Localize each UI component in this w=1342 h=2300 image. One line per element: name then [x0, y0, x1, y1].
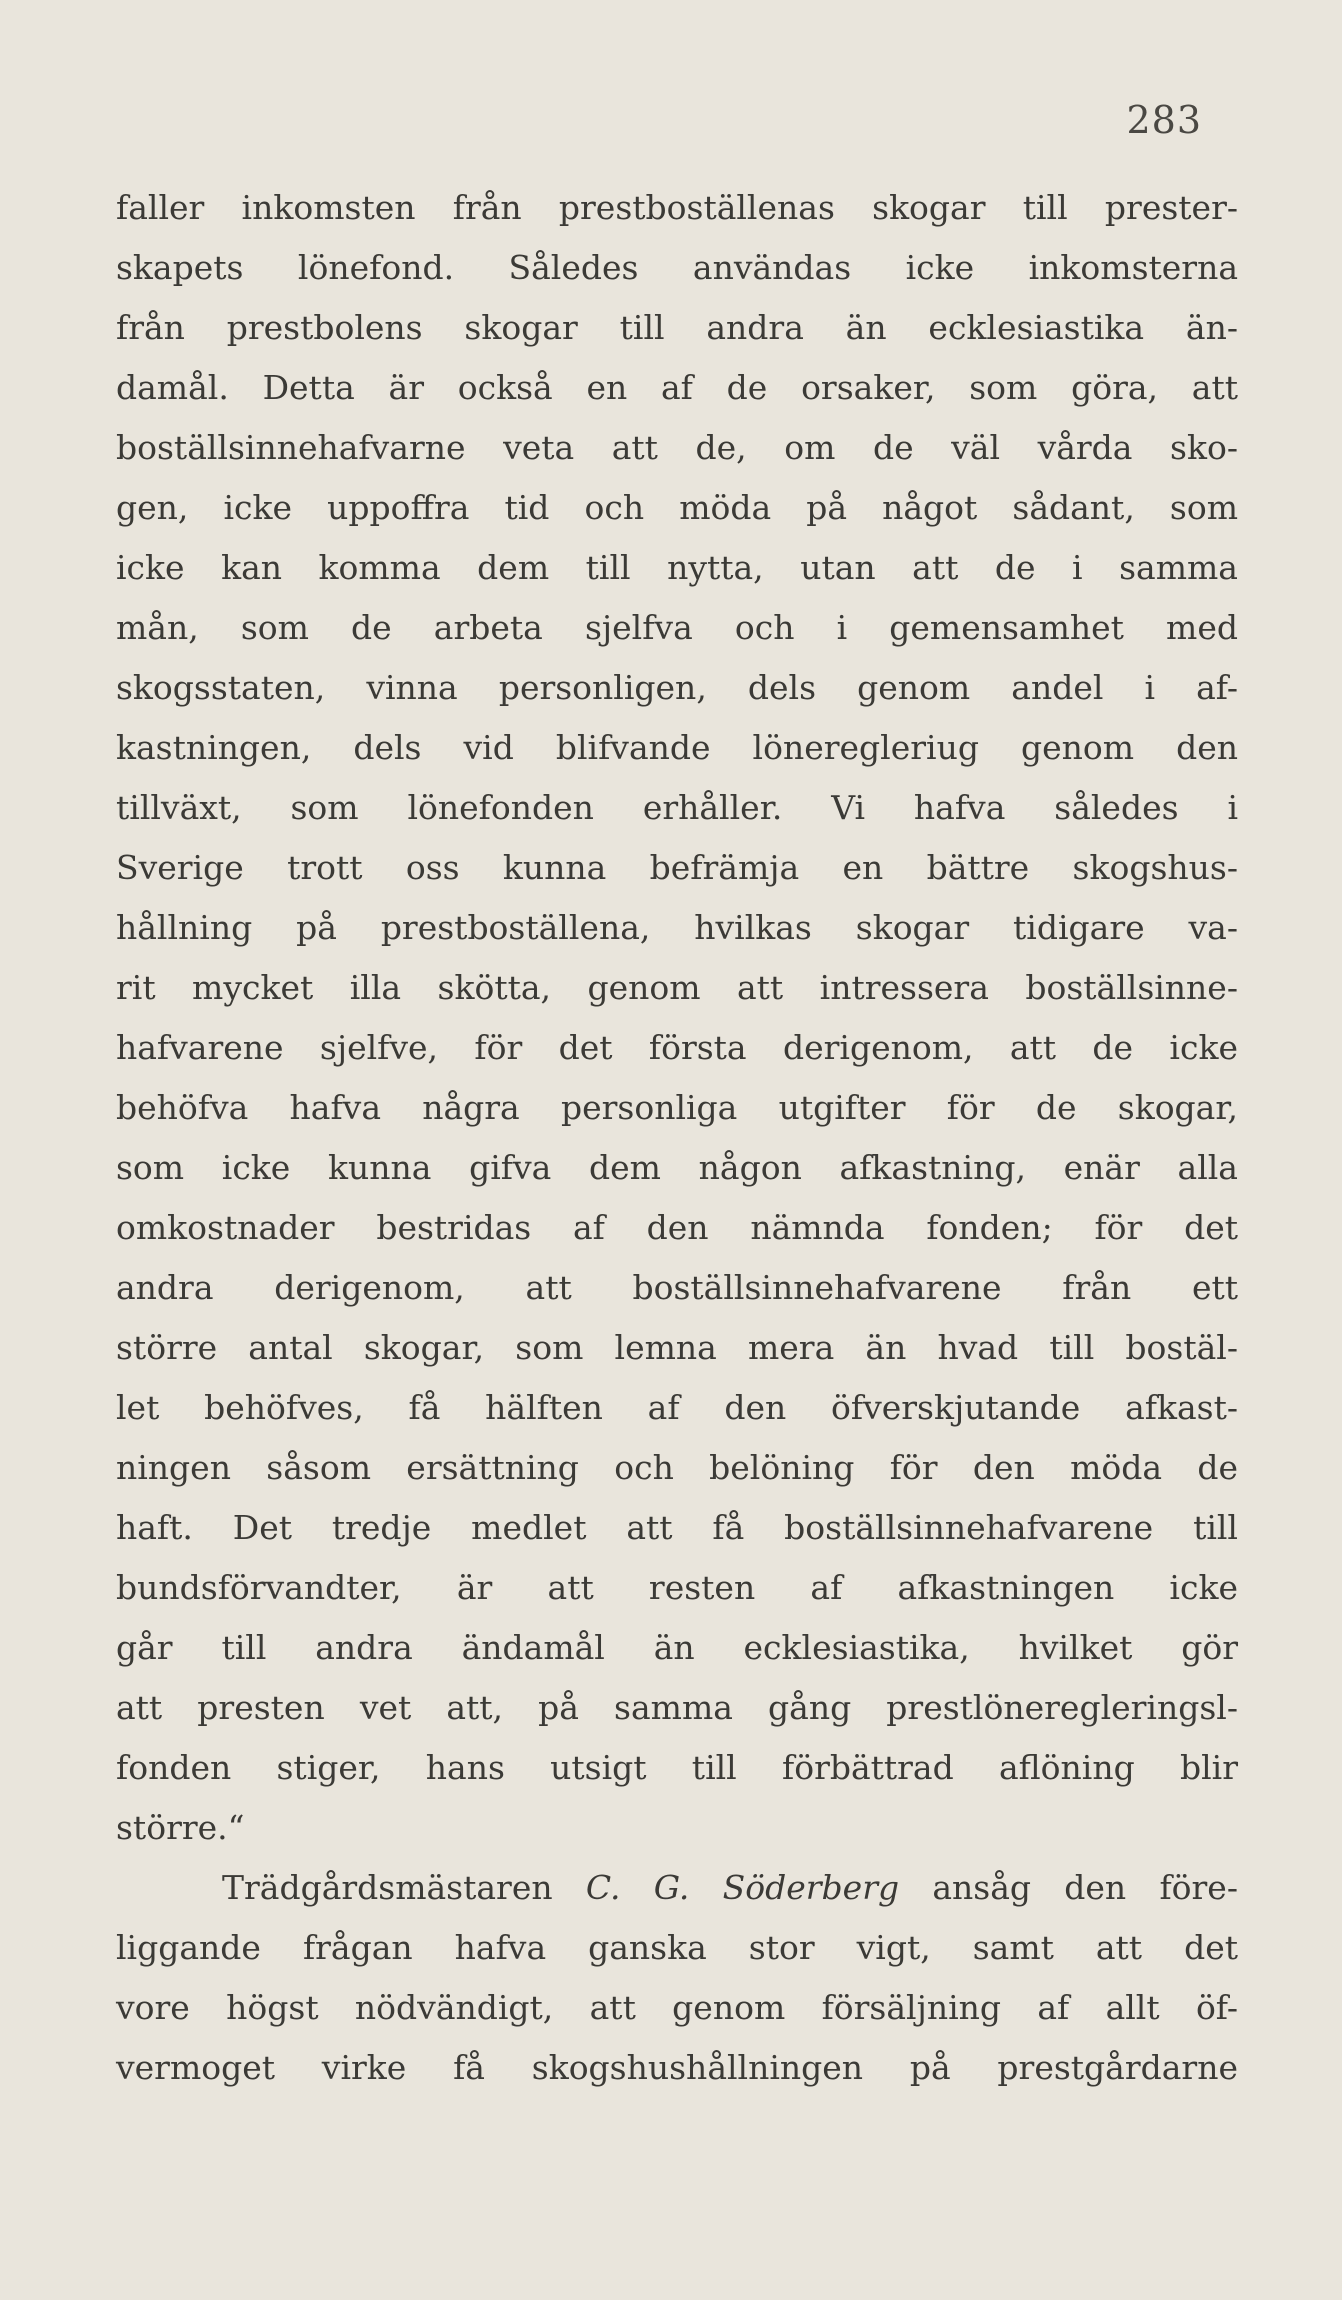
text-line: behöfva hafva några personliga utgifter för de skogar, — [116, 1088, 1238, 1127]
text-line: går till andra ändamål än ecklesiastika, hvilket gör — [116, 1628, 1238, 1667]
text-line: boställsinnehafvarne veta att de, om de väl vårda sko- — [116, 428, 1238, 467]
text-line: att presten vet att, på samma gång prestlöneregleringsl- — [116, 1688, 1238, 1727]
body-text — [116, 178, 1238, 2098]
text-line: ningen såsom ersättning och belöning för den möda de — [116, 1448, 1238, 1487]
text-line: gen, icke uppoffra tid och möda på något sådant, som — [116, 488, 1238, 527]
text-line: rit mycket illa skötta, genom att intressera boställsinne- — [116, 968, 1238, 1007]
text-line: bundsförvandter, är att resten af afkastningen icke — [116, 1568, 1238, 1607]
text-line: vore högst nödvändigt, att genom försäljning af allt öf- — [116, 1988, 1238, 2027]
text-line: från prestbolens skogar till andra än ecklesiastika än- — [116, 308, 1238, 347]
text-line: let behöfves, få hälften af den öfverskjutande afkast- — [116, 1388, 1238, 1427]
text-line — [116, 1858, 1238, 1918]
paragraph-2 — [116, 1858, 1238, 2098]
text-line: större antal skogar, som lemna mera än hvad till bostäl- — [116, 1328, 1238, 1367]
text-line: liggande frågan hafva ganska stor vigt, samt att det — [116, 1928, 1238, 1967]
text-line: skapets lönefond. Således användas icke inkomsterna — [116, 248, 1238, 287]
speaker-title: Trädgårdsmästaren — [222, 1868, 586, 1907]
text-line: tillväxt, som lönefonden erhåller. Vi hafva således i — [116, 788, 1238, 827]
text-line: andra derigenom, att boställsinnehafvarene från ett — [116, 1268, 1238, 1307]
text-line: större.“ — [116, 1808, 245, 1847]
text-line: omkostnader bestridas af den nämnda fonden; för det — [116, 1208, 1238, 1247]
text-line: hafvarene sjelfve, för det första derigenom, att de icke — [116, 1028, 1238, 1067]
text-line: haft. Det tredje medlet att få boställsinnehafvarene till — [116, 1508, 1238, 1547]
text-line: skogsstaten, vinna personligen, dels genom andel i af- — [116, 668, 1238, 707]
text-line: kastningen, dels vid blifvande löneregleriug genom den — [116, 728, 1238, 767]
text-line: hållning på prestboställena, hvilkas skogar tidigare va- — [116, 908, 1238, 947]
text-line: mån, som de arbeta sjelfva och i gemensamhet med — [116, 608, 1238, 647]
line-continuation: ansåg den före- — [899, 1868, 1238, 1907]
text-line: icke kan komma dem till nytta, utan att de i samma — [116, 548, 1238, 587]
text-line: damål. Detta är också en af de orsaker, som göra, att — [116, 368, 1238, 407]
text-line: fonden stiger, hans utsigt till förbättrad aflöning blir — [116, 1748, 1238, 1787]
speaker-name: C. G. Söderberg — [585, 1868, 900, 1907]
page-number: 283 — [1126, 98, 1202, 142]
text-line: Sverige trott oss kunna befrämja en bättre skogshus- — [116, 848, 1238, 887]
text-line: som icke kunna gifva dem någon afkastning, enär alla — [116, 1148, 1238, 1187]
text-line: faller inkomsten från prestboställenas skogar till prester- — [116, 188, 1238, 227]
paragraph-1 — [116, 178, 1238, 1858]
text-line: vermoget virke få skogshushållningen på prestgårdarne — [116, 2048, 1238, 2087]
